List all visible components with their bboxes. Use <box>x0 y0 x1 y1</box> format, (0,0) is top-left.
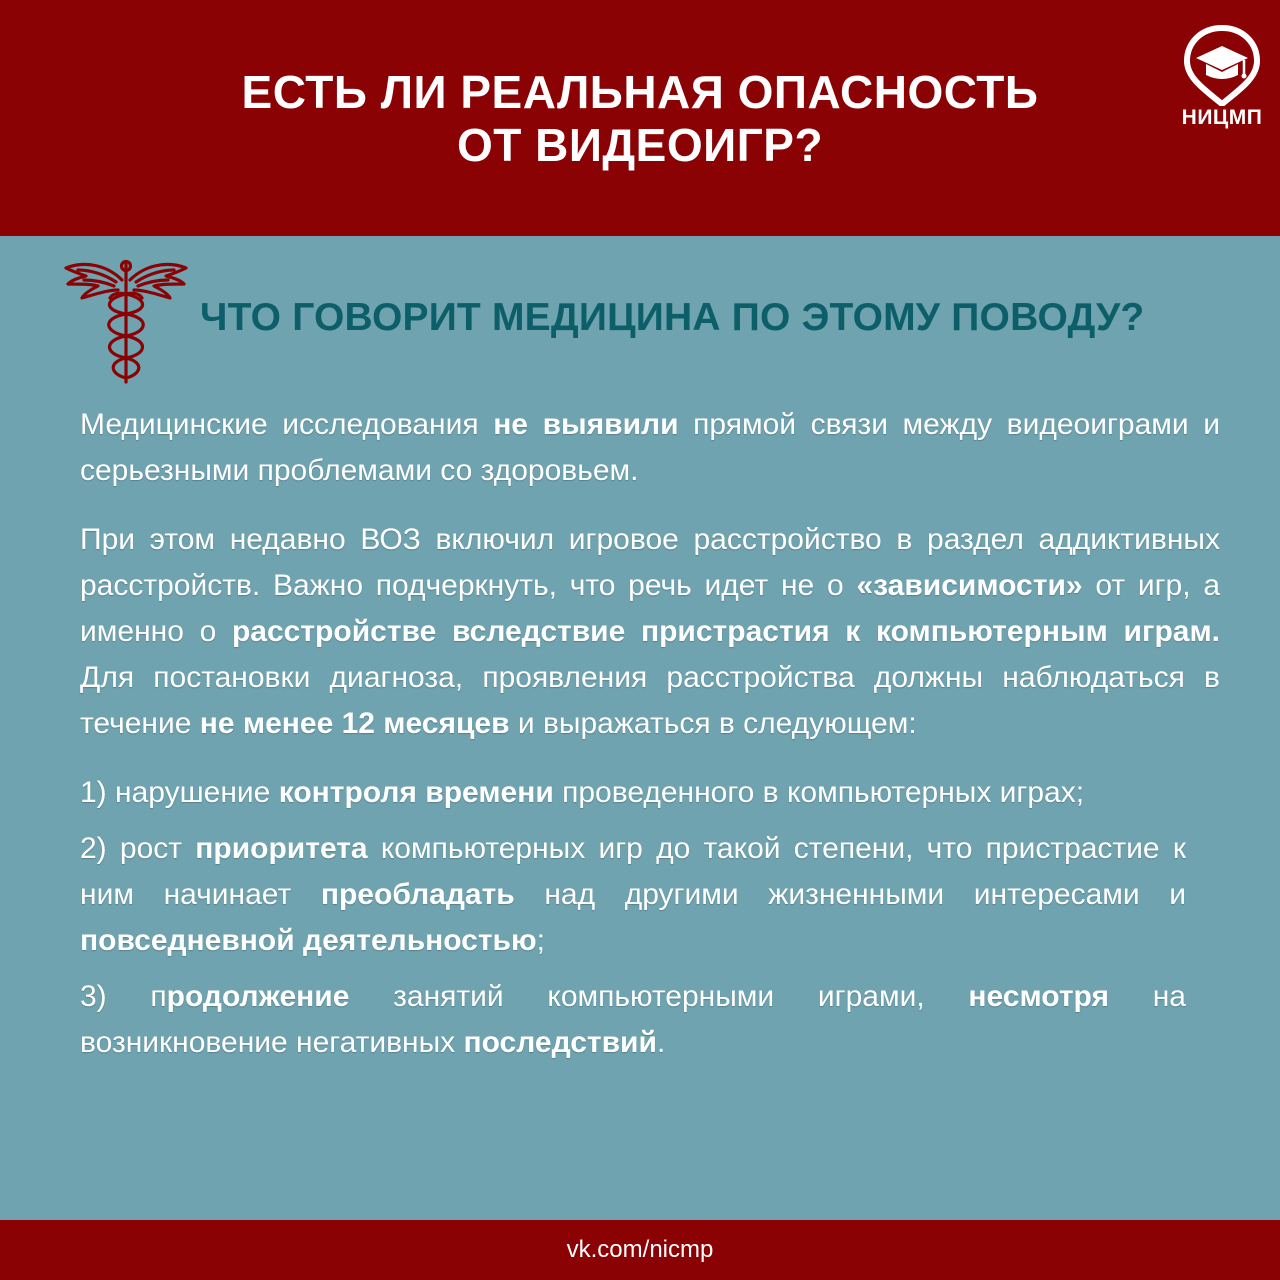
body-content <box>80 402 1220 1076</box>
paragraph-1-text-2: прямой связи между видеоиграми и серьезными проблемами со здоровьем. <box>80 408 1221 487</box>
list-item <box>80 770 1186 816</box>
section-title: ЧТО ГОВОРИТ МЕДИЦИНА ПО ЭТОМУ ПОВОДУ? <box>200 296 1145 339</box>
list-item-2-bold-3: повседневной деятельностью <box>80 924 537 957</box>
footer-link[interactable]: vk.com/nicmp <box>566 1236 714 1263</box>
list-item-3-text-4: . <box>656 1026 666 1059</box>
list-item-2-text-3: над другими жизненными интересами и <box>514 878 1187 911</box>
caduceus-icon <box>60 254 192 388</box>
paragraph-2-bold-3: не менее 12 месяцев <box>199 707 510 740</box>
list-item-2-bold-2: преобладать <box>320 878 515 911</box>
paragraph-1-text-1: Медицинские исследования <box>80 408 494 441</box>
list-item-3-text-3: на возникновение негативных <box>80 980 1186 1059</box>
graduation-cap-pin-icon <box>1172 22 1272 106</box>
list-item <box>80 974 1186 1066</box>
paragraph-2-text-4: и выражаться в следующем: <box>509 707 917 740</box>
list-item-1-text-1: 1) нарушение <box>80 776 279 809</box>
page-title-line-1: ЕСТЬ ЛИ РЕАЛЬНАЯ ОПАСНОСТЬ <box>241 66 1039 118</box>
paragraph-2-text-3: Для постановки диагноза, проявления расстройства должны наблюдаться в течение <box>80 661 1220 740</box>
paragraph-2 <box>80 517 1220 747</box>
criteria-list <box>80 770 1186 1066</box>
page-title-line-2: ОТ ВИДЕОИГР? <box>456 119 824 171</box>
list-item-2-text-4: ; <box>536 924 545 957</box>
logo-text: НИЦМП <box>1181 106 1263 129</box>
list-item <box>80 826 1186 964</box>
paragraph-2-text-2: от игр, а именно о <box>80 569 1221 648</box>
paragraph-2-text-1: При этом недавно ВОЗ включил игровое расстройство в раздел аддиктивных расстройств. Важно подчеркнуть, что речь идет не о <box>80 523 1220 602</box>
list-item-3-text-1: 3) п <box>80 980 167 1013</box>
paragraph-1 <box>80 402 1220 494</box>
list-item-2-text-1: 2) рост <box>80 832 196 865</box>
logo <box>1172 22 1272 134</box>
page-title <box>140 66 1140 172</box>
paragraph-2-bold-1: «зависимости» <box>856 569 1083 602</box>
paragraph-1-bold-1: не выявили <box>493 408 679 441</box>
paragraph-2-bold-2: расстройстве вследствие пристрастия к компьютерным играм. <box>231 615 1220 648</box>
list-item-3-text-2: занятий компьютерными играми, <box>349 980 969 1013</box>
list-item-1-text-2: проведенного в компьютерных играх; <box>553 776 1085 809</box>
list-item-2-bold-1: приоритета <box>195 832 368 865</box>
header-band <box>0 0 1280 236</box>
list-item-3-bold-3: последствий <box>463 1026 657 1059</box>
list-item-1-bold-1: контроля времени <box>278 776 554 809</box>
list-item-3-bold-1: родолжение <box>166 980 350 1013</box>
footer-band <box>0 1220 1280 1280</box>
list-item-3-bold-2: несмотря <box>968 980 1109 1013</box>
list-item-2-text-2: компьютерных игр до такой степени, что пристрастие к ним начинает <box>80 832 1186 911</box>
